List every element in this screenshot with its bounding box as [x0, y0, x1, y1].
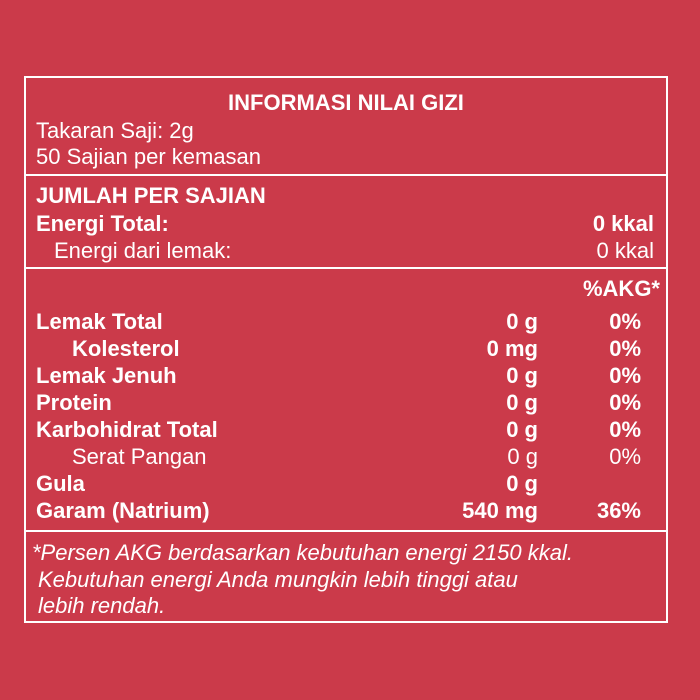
nutrient-akg: 0%	[609, 417, 641, 442]
energy-fat-label: Energi dari lemak:	[54, 238, 232, 263]
nutrient-label: Lemak Total	[36, 309, 163, 334]
energy-fat-value: 0 kkal	[596, 238, 654, 263]
nutrient-label: Gula	[36, 471, 85, 496]
nutrition-facts-panel	[24, 76, 668, 623]
section-divider	[26, 174, 666, 176]
nutrient-amount: 0 g	[507, 444, 538, 469]
nutrient-akg: 0%	[609, 336, 641, 361]
footnote-line: *Persen AKG berdasarkan kebutuhan energi 2150 kkal.	[32, 540, 573, 565]
label-title: INFORMASI NILAI GIZI	[228, 90, 464, 115]
nutrient-akg: 0%	[609, 363, 641, 388]
nutrient-label: Kolesterol	[72, 336, 180, 361]
nutrient-label: Lemak Jenuh	[36, 363, 177, 388]
nutrient-amount: 0 g	[506, 471, 538, 496]
energy-total-label: Energi Total:	[36, 211, 169, 236]
nutrient-akg: 0%	[609, 444, 641, 469]
section-divider	[26, 267, 666, 269]
nutrient-akg: 36%	[596, 498, 641, 523]
nutrient-amount: 0 g	[506, 309, 538, 334]
nutrient-label: Protein	[36, 390, 112, 415]
akg-column-header: %AKG*	[582, 276, 660, 301]
footnote-line: Kebutuhan energi Anda mungkin lebih tinggi atau	[38, 567, 518, 592]
nutrient-akg: 0%	[609, 390, 641, 415]
nutrient-amount: 0 g	[506, 417, 538, 442]
footnote-line: lebih rendah.	[38, 593, 166, 618]
per-serving-heading: JUMLAH PER SAJIAN	[36, 183, 266, 208]
nutrient-amount: 0 mg	[486, 336, 538, 361]
nutrient-amount: 0 g	[506, 390, 538, 415]
servings-per-pack: 50 Sajian per kemasan	[36, 144, 262, 169]
energy-total-value: 0 kkal	[592, 211, 654, 236]
section-divider	[26, 530, 666, 532]
nutrient-label: Serat Pangan	[72, 444, 207, 469]
nutrient-amount: 540 mg	[462, 498, 538, 523]
nutrient-label: Karbohidrat Total	[36, 417, 218, 442]
nutrient-akg: 0%	[609, 309, 641, 334]
nutrient-label: Garam (Natrium)	[36, 498, 210, 523]
serving-size: Takaran Saji: 2g	[36, 118, 194, 143]
nutrient-amount: 0 g	[506, 363, 538, 388]
